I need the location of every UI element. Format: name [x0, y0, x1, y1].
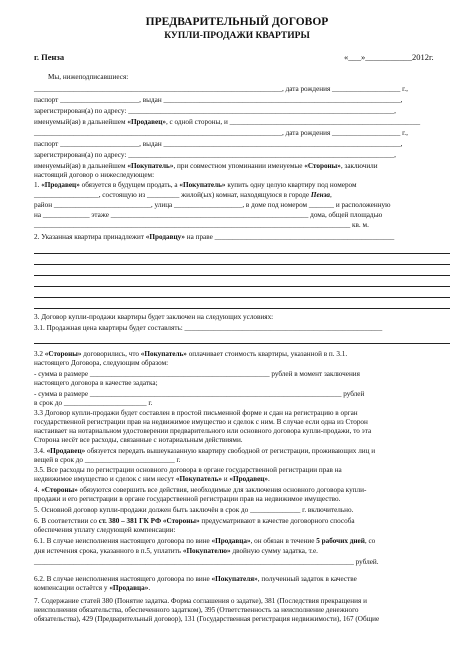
- text-line: ________________________________________________________________________________________ кв. м.: [34, 221, 369, 229]
- text-line: настоящего договора в качестве задатка;: [34, 379, 158, 387]
- text-line: __________________, состоящую из _________ жилой(ых) комнат, находящуюся в городе Пенза,: [34, 191, 332, 199]
- text-line: 6. В соответствии со ст. 380 – 381 ГК РФ «Стороны» предусматривают в качестве договорного способа: [34, 517, 355, 525]
- text-line: вещей в срок до _________________________ г.: [34, 456, 181, 464]
- text-line: неисполнения обязательства, обеспеченного задатком), 395 (Ответственность за неисполнение денежного: [34, 606, 359, 614]
- document-title: ПРЕДВАРИТЕЛЬНЫЙ ДОГОВОР: [145, 16, 329, 28]
- text-line: настаивает на нотариальном удостоверении предварительного или основного договора купли-продажи, то эта: [34, 427, 372, 435]
- text-line: Мы, нижеподписавшиеся:: [48, 73, 129, 81]
- text-line: недвижимое имущество и сделок с ним несут «Покупатель» и «Продавец».: [34, 475, 270, 483]
- blank-rule: [34, 308, 450, 309]
- text-line: _____________________________________________________________________, дата рождения ___________________ г.,: [34, 85, 408, 93]
- text-line: настоящий договор о нижеследующем:: [34, 171, 155, 179]
- text-line: - сумма в размере ______________________________________________________________________ рублей: [34, 390, 365, 398]
- city: г. Пенза: [34, 52, 65, 62]
- blank-rule: [34, 297, 450, 298]
- blank-rule: [34, 275, 450, 276]
- blank-rule: [34, 286, 450, 287]
- text-line: 5. Основной договор купли-продажи должен быть заключён в срок до ______________ г. включительно.: [34, 506, 354, 514]
- blank-rule: [34, 264, 450, 265]
- contract-date: «___»___________2012г.: [344, 52, 434, 62]
- text-line: 4. «Стороны» обязуются совершить все действия, необходимые для заключения основного договора купли-: [34, 486, 367, 494]
- text-line: государственной регистрации прав на недвижимое имущество и сделок с ним. В случае если одна из Сторон: [34, 418, 368, 426]
- text-line: обязательства), 429 (Предварительный договор), 131 (Государственная регистрация недвижимости), 167 (Общие: [34, 615, 380, 623]
- text-line: обеспечения уплату следующей компенсации:: [34, 526, 176, 534]
- text-line: продажи и его регистрации в органе государственной регистрации прав на недвижимое имущество.: [34, 495, 341, 503]
- text-line: дня истечения срока, указанного в п.5, уплатить «Покупателю» двойную сумму задатка, т.е.: [34, 547, 318, 555]
- blank-rule: [34, 253, 450, 254]
- text-line: зарегистрирован(а) по адресу: __________________________________________________________________________,: [34, 107, 396, 115]
- text-line: - сумма в размере __________________________________________________ рублей в момент заключения: [34, 370, 360, 378]
- text-line: именуемый(ая) в дальнейшем «Покупатель», при совместном упоминании именуемые «Стороны», заключили: [34, 162, 378, 170]
- text-line: паспорт ______________________, выдан __________________________________________________________________,: [34, 96, 403, 104]
- text-line: 2. Указанная квартира принадлежит «Продавцу» на праве __________________________________________________: [34, 233, 395, 241]
- text-line: 3.5. Все расходы по регистрации основного договора в органе государственной регистрации прав на: [34, 466, 342, 474]
- text-line: 1. «Продавец» обязуется в будущем продать, а «Покупатель» купить одну целую квартиру под номером: [34, 181, 357, 189]
- text-line: Сторона несёт все расходы, связанные с нотариальным действиями.: [34, 436, 243, 444]
- text-line: в срок до _______________________ г.: [34, 399, 153, 407]
- text-line: 7. Содержание статей 380 (Понятие задатка. Форма соглашения о задатке), 381 (Последствия прекращения и: [34, 597, 367, 605]
- text-line: паспорт ______________________, выдан __________________________________________________________________,: [34, 140, 403, 148]
- text-line: настоящего Договора, следующим образом:: [34, 359, 169, 367]
- text-line: _____________________________________________________________________, дата рождения ___________________ г.,: [34, 129, 408, 137]
- text-line: именуемый(ая) в дальнейшем «Продавец», с одной стороны, и _____________________________________________________: [34, 118, 421, 126]
- text-line: зарегистрирован(а) по адресу: __________________________________________________________________________,: [34, 151, 396, 159]
- blank-rule: [34, 343, 450, 344]
- text-line: 3. Договор купли-продажи квартиры будет заключен на следующих условиях:: [34, 313, 274, 321]
- text-line: 3.1. Продажная цена квартиры будет составлять: _______________________________________________________: [34, 324, 383, 332]
- text-line: компенсации остаётся у «Продавца».: [34, 584, 151, 592]
- document-subtitle: КУПЛИ-ПРОДАЖИ КВАРТИРЫ: [164, 31, 310, 41]
- text-line: 3.3 Договор купли-продажи будет составлен в простой письменной форме и сдан на регистрацию в орган: [34, 409, 358, 417]
- text-line: 3.4. «Продавец» обязуется передать вышеуказанную квартиру свободной от регистрации, проживающих лиц и: [34, 447, 376, 455]
- text-line: 3.2 «Стороны» договорились, что «Покупатель» оплачивает стоимость квартиры, указанной в п. 3.1.: [34, 350, 348, 358]
- text-line: 6.2. В случае неисполнения настоящего договора по вине «Покупателя», полученный задаток в качестве: [34, 575, 357, 583]
- text-line: 6.1. В случае неисполнения настоящего договора по вине «Продавца», он обязан в течение 5 рабочих дней, со: [34, 537, 376, 545]
- text-line: на _____________ этаже _______________________________________________________ дома, общей площадью: [34, 211, 383, 219]
- text-line: район ___________________________, улица ___________________, в доме под номером _______ и расположенную: [34, 201, 391, 209]
- text-line: _________________________________________________________________________________________ рублей.: [34, 558, 379, 566]
